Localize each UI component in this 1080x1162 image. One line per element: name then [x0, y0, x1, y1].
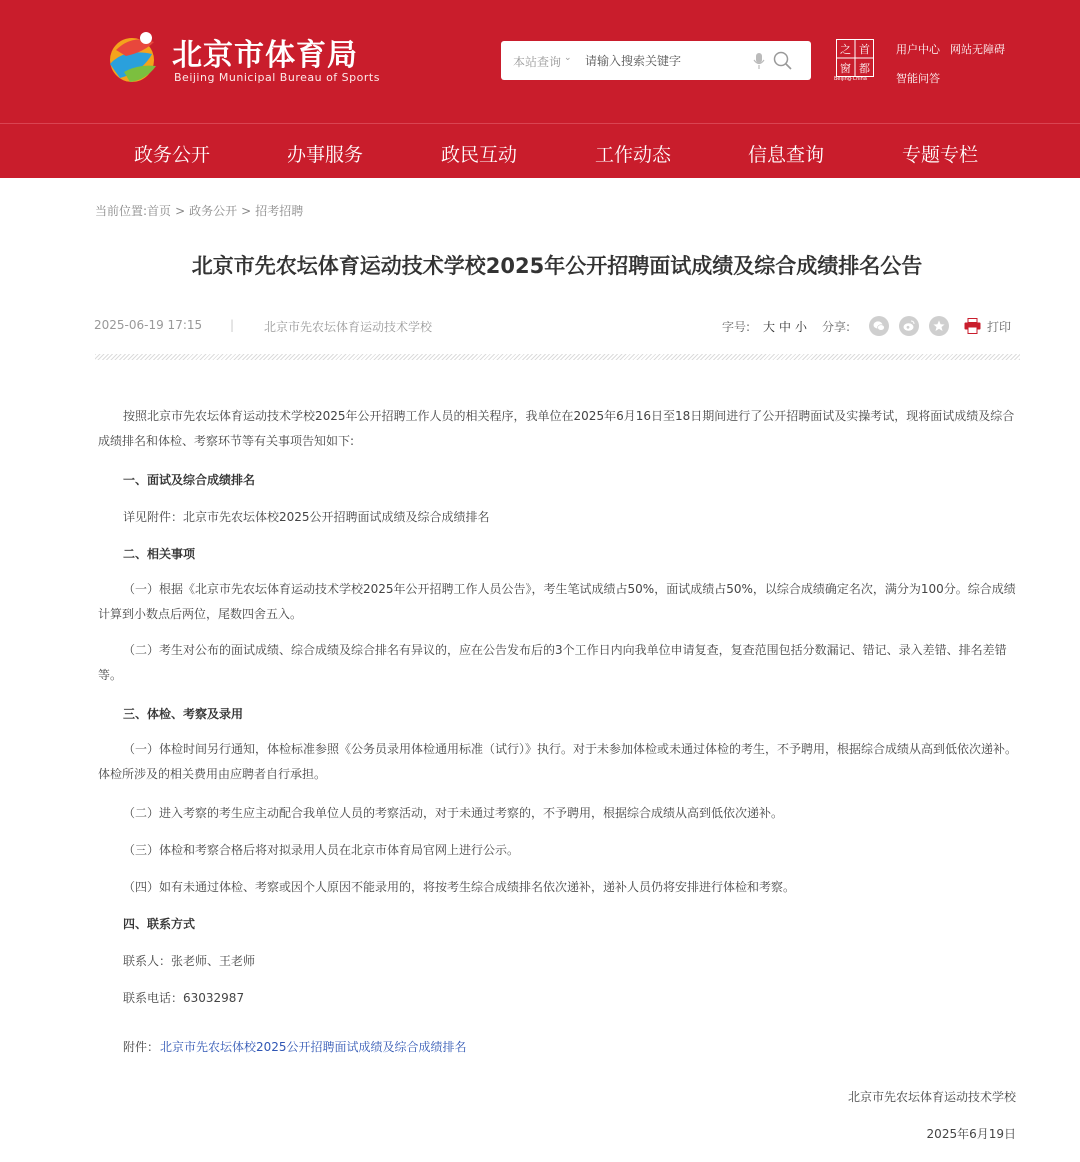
intro-paragraph: 按照北京市先农坛体育运动技术学校2025年公开招聘工作人员的相关程序，我单位在2025年6月16日至18日期间进行了公开招聘面试及实操考试，现将面试成绩及综合成绩排名和体检、考察环节等有关事项告知如下:	[98, 409, 1015, 448]
section1-text: 详见附件：北京市先农坛体校2025公开招聘面试成绩及综合成绩排名	[123, 510, 490, 524]
nav-item-interaction[interactable]: 政民互动	[441, 144, 518, 166]
site-subtitle: Beijing Municipal Bureau of Sports	[174, 71, 380, 84]
publish-date: 2025-06-19 17:15	[94, 318, 203, 332]
attachment-link[interactable]: 北京市先农坛体校2025公开招聘面试成绩及综合成绩排名	[160, 1040, 467, 1054]
capital-char-3: 窗	[840, 62, 851, 75]
capital-char-4: 都	[859, 62, 870, 75]
smart-qa-link[interactable]: 智能问答	[896, 72, 940, 85]
breadcrumb-separator: >	[241, 204, 252, 218]
wechat-icon[interactable]	[869, 316, 889, 336]
font-size-medium[interactable]: 中	[779, 320, 792, 334]
section1-heading: 一、面试及综合成绩排名	[123, 473, 256, 487]
section3-item: （一）体检时间另行通知，体检标准参照《公务员录用体检通用标准（试行）》执行。对于未参加体检或未通过体检的考生，不予聘用，根据综合成绩从高到低依次递补。体检所涉及的相关费用由应聘者自行承担。	[98, 742, 1018, 781]
nav-item-services[interactable]: 办事服务	[287, 144, 364, 166]
microphone-icon[interactable]	[753, 53, 765, 69]
share-label: 分享:	[822, 320, 851, 334]
bureau-logo[interactable]	[102, 28, 162, 86]
section3-item: （三）体检和考察合格后将对拟录用人员在北京市体育局官网上进行公示。	[123, 843, 520, 857]
section2-item: （一）根据《北京市先农坛体育运动技术学校2025年公开招聘工作人员公告》，考生笔试成绩占50%，面试成绩占50%，以综合成绩确定名次，满分为100分。综合成绩计算到小数点后两位，尾数四舍五入。	[98, 582, 1016, 621]
contact-person: 联系人：张老师、王老师	[123, 954, 256, 968]
site-header	[0, 0, 1080, 123]
weibo-icon[interactable]	[899, 316, 919, 336]
font-size-small[interactable]: 小	[795, 320, 808, 334]
search-icon[interactable]	[773, 51, 792, 70]
chevron-down-icon[interactable]: ⌄	[564, 53, 572, 63]
font-size-large[interactable]: 大	[763, 320, 776, 334]
section4-heading: 四、联系方式	[123, 917, 196, 931]
capital-logo-caption: Beijing·China	[834, 76, 867, 82]
breadcrumb-recruitment[interactable]: 招考招聘	[255, 204, 304, 218]
breadcrumb-home[interactable]: 首页	[147, 204, 172, 218]
search-input[interactable]	[585, 49, 745, 73]
contact-phone: 联系电话：63032987	[123, 991, 245, 1005]
signature-date: 2025年6月19日	[926, 1127, 1016, 1141]
nav-item-gov-affairs[interactable]: 政务公开	[134, 144, 211, 166]
nav-item-info-query[interactable]: 信息查询	[748, 144, 825, 166]
printer-icon[interactable]	[964, 318, 981, 334]
capital-window-logo[interactable]	[836, 39, 874, 77]
article-title: 北京市先农坛体育运动技术学校2025年公开招聘面试成绩及综合成绩排名公告	[191, 254, 923, 278]
section2-heading: 二、相关事项	[123, 547, 196, 561]
breadcrumb-prefix: 当前位置:	[95, 204, 148, 218]
section3-item: （四）如有未通过体检、考察或因个人原因不能录用的，将按考生综合成绩排名依次递补，递补人员仍将安排进行体检和考察。	[123, 880, 796, 894]
capital-char-1: 之	[840, 43, 851, 56]
breadcrumb	[95, 202, 303, 219]
search-scope-select[interactable]: 本站查询	[513, 55, 562, 69]
font-size-label: 字号:	[722, 320, 751, 334]
user-center-link[interactable]: 用户中心	[896, 43, 940, 56]
attachment-label: 附件：	[123, 1040, 160, 1054]
star-icon[interactable]	[929, 316, 949, 336]
capital-char-2: 首	[859, 43, 870, 56]
section3-item: （二）进入考察的考生应主动配合我单位人员的考察活动，对于未通过考察的，不予聘用，根据综合成绩从高到低依次递补。	[123, 806, 784, 820]
nav-item-special-topics[interactable]: 专题专栏	[902, 144, 979, 166]
meta-divider: |	[230, 318, 235, 332]
search-box	[501, 41, 811, 80]
article-source: 北京市先农坛体育运动技术学校	[264, 320, 433, 334]
accessibility-link[interactable]: 网站无障碍	[950, 43, 1005, 56]
signature-org: 北京市先农坛体育运动技术学校	[847, 1090, 1016, 1104]
breadcrumb-separator: >	[175, 204, 186, 218]
print-button[interactable]: 打印	[987, 320, 1012, 334]
title-divider	[95, 354, 1020, 360]
section3-heading: 三、体检、考察及录用	[123, 707, 244, 721]
site-title[interactable]: 北京市体育局	[172, 38, 358, 73]
breadcrumb-gov-affairs[interactable]: 政务公开	[189, 204, 238, 218]
nav-item-work-news[interactable]: 工作动态	[595, 144, 672, 166]
main-nav	[0, 123, 1080, 178]
section2-item: （二）考生对公布的面试成绩、综合成绩及综合排名有异议的，应在公告发布后的3个工作日内向我单位申请复查，复查范围包括分数漏记、错记、录入差错、排名差错等。	[98, 643, 1007, 682]
